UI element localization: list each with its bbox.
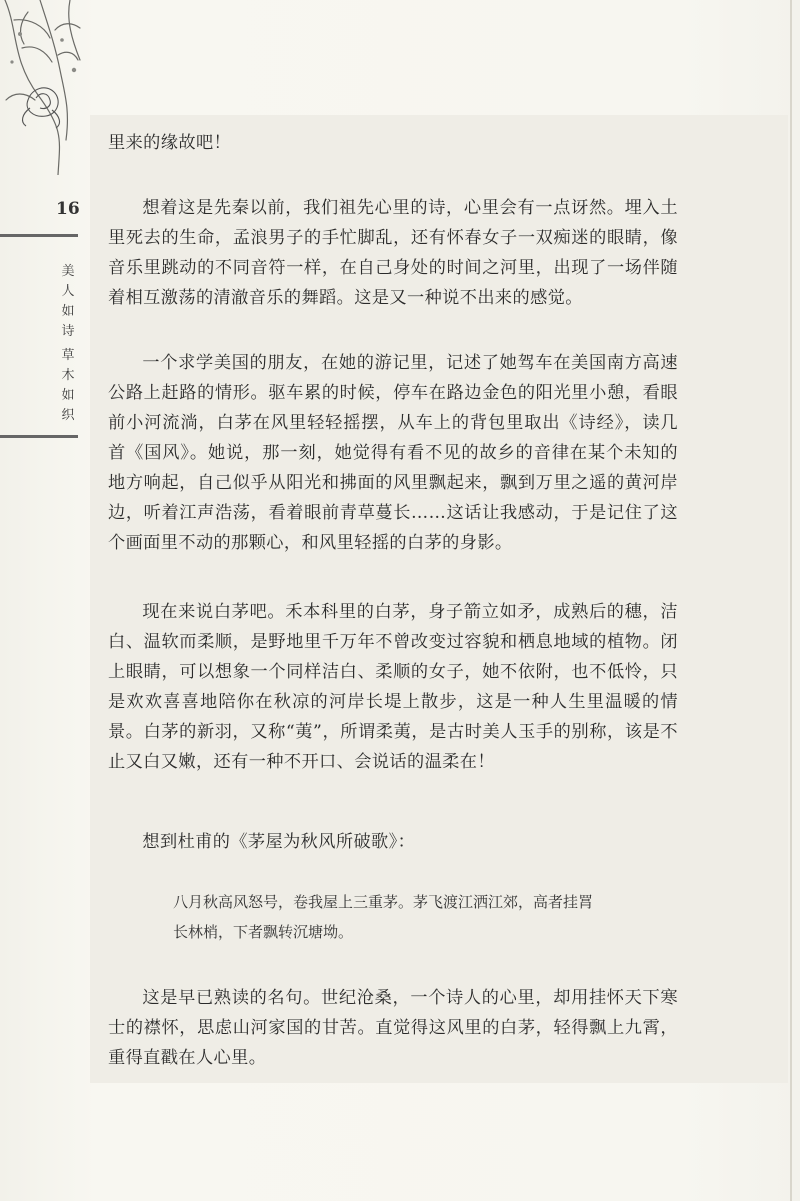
running-title-book (60, 262, 76, 342)
page-edge-line (790, 0, 792, 1201)
running-title-char: 如 (61, 304, 75, 319)
running-title-char: 人 (61, 284, 75, 299)
paragraph-4: 想到杜甫的《茅屋为秋风所破歌》： (142, 832, 416, 852)
running-title-char: 草 (61, 348, 75, 363)
margin-rule-top (0, 234, 78, 237)
margin-rule-bottom (0, 435, 78, 438)
running-title-char: 织 (61, 408, 75, 423)
running-title-char: 诗 (61, 324, 75, 339)
running-title-char: 美 (61, 264, 75, 279)
flower-vine-illustration (0, 0, 110, 175)
running-title-char: 木 (61, 368, 75, 383)
paragraph-continuation: 里来的缘故吧！ (108, 133, 232, 153)
poem-quote-line-2: 长林梢，下者飘转沉塘坳。 (173, 923, 354, 941)
page-number: 16 (56, 199, 80, 219)
paragraph-3: 现在来说白茅吧。禾本科里的白茅，身子箭立如矛，成熟后的穗，洁白、温软而柔顺，是野地里千万年不曾改变过容貌和栖息地域的植物。闭上眼睛，可以想象一个同样洁白、柔顺的女子，她不依附，也不低怜，只是欢欢喜喜地陪你在秋凉的河岸长堤上散步，这是一种人生里温暖的情景。白茅的新羽，又称“荑”，所谓柔荑，是古时美人玉手的别称，该是不止又白又嫩，还有一种不开口、会说话的温柔在！ (108, 602, 678, 772)
paragraph-5: 这是早已熟读的名句。世纪沧桑，一个诗人的心里，却用挂怀天下寒士的襟怀，思虑山河家国的甘苦。直觉得这风里的白茅，轻得飘上九霄，重得直戳在人心里。 (108, 988, 678, 1068)
paragraph-2: 一个求学美国的朋友，在她的游记里，记述了她驾车在美国南方高速公路上赶路的情形。驱车累的时候，停车在路边金色的阳光里小憩，看眼前小河流淌，白茅在风里轻轻摇摆，从车上的背包里取出《诗经》，读几首《国风》。她说，那一刻，她觉得有看不见的故乡的音律在某个未知的地方响起，自己似乎从阳光和拂面的风里飘起来，飘到万里之遥的黄河岸边，听着江声浩荡，看着眼前青草蔓长……这话让我感动，于是记住了这个画面里不动的那颗心，和风里轻摇的白茅的身影。 (108, 353, 678, 553)
running-title-section (60, 346, 76, 426)
running-title-char: 如 (61, 388, 75, 403)
poem-quote-line-1: 八月秋高风怒号，卷我屋上三重茅。茅飞渡江洒江郊，高者挂罥 (173, 893, 594, 911)
paragraph-1: 想着这是先秦以前，我们祖先心里的诗，心里会有一点讶然。埋入土里死去的生命，孟浪男子的手忙脚乱，还有怀春女子一双痴迷的眼睛，像音乐里跳动的不同音符一样，在自己身处的时间之河里，出现了一场伴随着相互激荡的清澈音乐的舞蹈。这是又一种说不出来的感觉。 (108, 198, 678, 308)
